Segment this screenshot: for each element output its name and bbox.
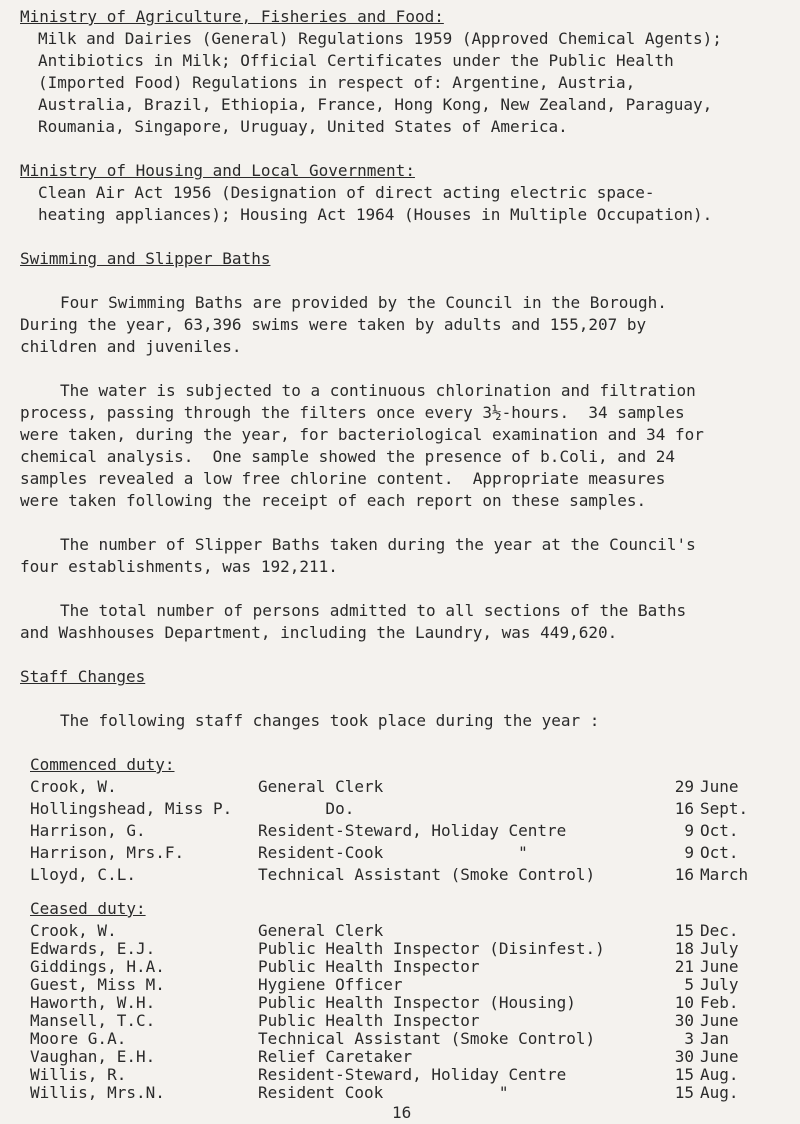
baths-paragraph-line: During the year, 63,396 swims were taken by adults and 155,207 by — [20, 315, 647, 334]
staff-position: Do. — [258, 799, 355, 818]
agriculture-line: Australia, Brazil, Ethiopia, France, Hong Kong, New Zealand, Paraguay, — [38, 95, 713, 114]
table-row — [0, 864, 800, 886]
staff-month: June — [700, 777, 739, 796]
staff-position: Public Health Inspector — [258, 1011, 480, 1030]
staff-month: June — [700, 1047, 739, 1066]
staff-name: Mansell, T.C. — [30, 1011, 156, 1030]
staff-day: 5 — [684, 975, 694, 994]
staff-month: Aug. — [700, 1083, 739, 1102]
staff-position: Resident-Cook " — [258, 843, 528, 862]
staff-name: Hollingshead, Miss P. — [30, 799, 233, 818]
baths-paragraph-line: were taken, during the year, for bacteriological examination and 34 for — [20, 425, 704, 444]
baths-paragraph-line: and Washhouses Department, including the Laundry, was 449,620. — [20, 623, 618, 642]
staff-month: Oct. — [700, 821, 739, 840]
staff-name: Lloyd, C.L. — [30, 865, 136, 884]
table-row — [0, 776, 800, 798]
staff-name: Vaughan, E.H. — [30, 1047, 156, 1066]
table-row — [0, 798, 800, 820]
staff-position: Public Health Inspector (Housing) — [258, 993, 576, 1012]
housing-line: heating appliances); Housing Act 1964 (Houses in Multiple Occupation). — [38, 205, 713, 224]
staff-month: Dec. — [700, 921, 739, 940]
table-row — [0, 1082, 800, 1104]
table-row — [0, 842, 800, 864]
staff-month: Sept. — [700, 799, 749, 818]
baths-paragraph-line: children and juveniles. — [20, 337, 242, 356]
staff-month: July — [700, 939, 739, 958]
agriculture-line: Roumania, Singapore, Uruguay, United States of America. — [38, 117, 568, 136]
housing-heading: Ministry of Housing and Local Government: — [20, 161, 415, 180]
ceased-heading: Ceased duty: — [30, 899, 146, 918]
staff-position: Hygiene Officer — [258, 975, 403, 994]
staff-name: Crook, W. — [30, 921, 117, 940]
commenced-heading: Commenced duty: — [30, 755, 175, 774]
staff-day: 16 — [674, 799, 694, 818]
staff-day: 18 — [674, 939, 694, 958]
staff-day: 16 — [674, 865, 694, 884]
agriculture-heading: Ministry of Agriculture, Fisheries and Food: — [20, 7, 444, 26]
agriculture-line: Milk and Dairies (General) Regulations 1959 (Approved Chemical Agents); — [38, 29, 722, 48]
baths-heading: Swimming and Slipper Baths — [20, 249, 271, 268]
staff-intro: The following staff changes took place during the year : — [60, 711, 600, 730]
baths-paragraph-line: The total number of persons admitted to all sections of the Baths — [60, 601, 687, 620]
staff-day: 15 — [674, 1065, 694, 1084]
baths-paragraph-line: were taken following the receipt of each report on these samples. — [20, 491, 647, 510]
staff-position: Resident-Steward, Holiday Centre — [258, 821, 567, 840]
staff-month: June — [700, 957, 739, 976]
staff-name: Guest, Miss M. — [30, 975, 165, 994]
staff-position: Resident Cook " — [258, 1083, 509, 1102]
staff-name: Haworth, W.H. — [30, 993, 156, 1012]
staff-month: Aug. — [700, 1065, 739, 1084]
staff-position: General Clerk — [258, 777, 384, 796]
staff-position: Public Health Inspector (Disinfest.) — [258, 939, 605, 958]
staff-day: 30 — [674, 1047, 694, 1066]
staff-day: 29 — [674, 777, 694, 796]
baths-paragraph-line: samples revealed a low free chlorine content. Appropriate measures — [20, 469, 666, 488]
staff-name: Harrison, Mrs.F. — [30, 843, 185, 862]
staff-month: July — [700, 975, 739, 994]
staff-name: Giddings, H.A. — [30, 957, 165, 976]
baths-paragraph-line: Four Swimming Baths are provided by the Council in the Borough. — [60, 293, 667, 312]
staff-position: Public Health Inspector — [258, 957, 480, 976]
baths-paragraph-line: The number of Slipper Baths taken during the year at the Council's — [60, 535, 696, 554]
page-number: 16 — [392, 1103, 412, 1122]
staff-heading: Staff Changes — [20, 667, 146, 686]
baths-paragraph-line: process, passing through the filters once every 3½-hours. 34 samples — [20, 403, 685, 422]
staff-day: 30 — [674, 1011, 694, 1030]
staff-month: Feb. — [700, 993, 739, 1012]
staff-month: June — [700, 1011, 739, 1030]
staff-name: Willis, Mrs.N. — [30, 1083, 165, 1102]
staff-day: 15 — [674, 921, 694, 940]
staff-name: Willis, R. — [30, 1065, 127, 1084]
staff-month: Jan — [700, 1029, 729, 1048]
staff-day: 3 — [684, 1029, 694, 1048]
housing-line: Clean Air Act 1956 (Designation of direct acting electric space- — [38, 183, 655, 202]
staff-day: 15 — [674, 1083, 694, 1102]
agriculture-line: (Imported Food) Regulations in respect of: Argentine, Austria, — [38, 73, 636, 92]
staff-name: Crook, W. — [30, 777, 117, 796]
staff-position: Resident-Steward, Holiday Centre — [258, 1065, 567, 1084]
staff-position: Relief Caretaker — [258, 1047, 413, 1066]
staff-month: Oct. — [700, 843, 739, 862]
baths-paragraph-line: chemical analysis. One sample showed the presence of b.Coli, and 24 — [20, 447, 676, 466]
table-row — [0, 820, 800, 842]
staff-position: General Clerk — [258, 921, 384, 940]
staff-position: Technical Assistant (Smoke Control) — [258, 865, 596, 884]
staff-day: 10 — [674, 993, 694, 1012]
baths-paragraph-line: The water is subjected to a continuous chlorination and filtration — [60, 381, 696, 400]
agriculture-line: Antibiotics in Milk; Official Certificates under the Public Health — [38, 51, 674, 70]
staff-name: Edwards, E.J. — [30, 939, 156, 958]
staff-day: 9 — [684, 821, 694, 840]
staff-month: March — [700, 865, 749, 884]
staff-day: 21 — [674, 957, 694, 976]
staff-name: Harrison, G. — [30, 821, 146, 840]
staff-day: 9 — [684, 843, 694, 862]
baths-paragraph-line: four establishments, was 192,211. — [20, 557, 338, 576]
staff-position: Technical Assistant (Smoke Control) — [258, 1029, 596, 1048]
staff-name: Moore G.A. — [30, 1029, 127, 1048]
